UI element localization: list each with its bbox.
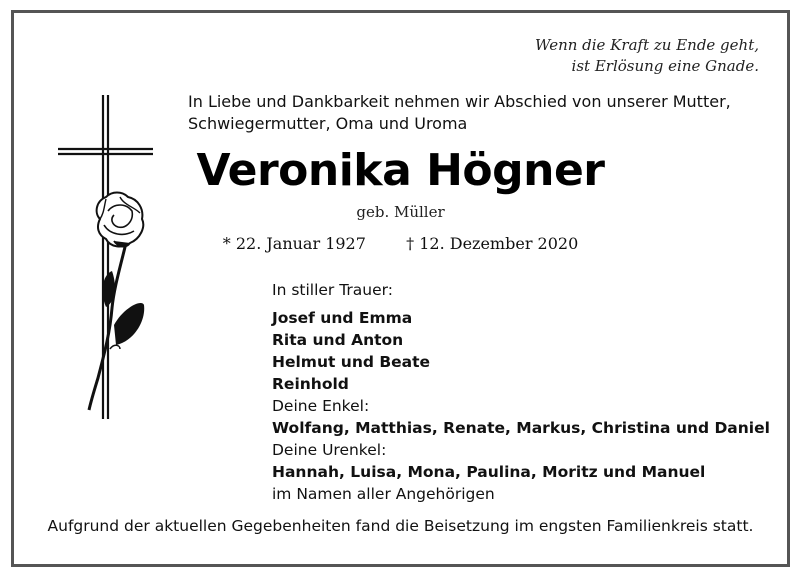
great-grandchildren-label: Deine Urenkel: xyxy=(272,441,387,459)
mourners-heading: In stiller Trauer: xyxy=(272,281,393,299)
deceased-name: Veronika Högner xyxy=(196,145,605,196)
quote-line-2: ist Erlösung eine Gnade. xyxy=(571,57,759,75)
death-symbol: † xyxy=(406,234,415,253)
quote-line-1: Wenn die Kraft zu Ende geht, xyxy=(535,36,759,54)
child-entry: Rita und Anton xyxy=(272,331,404,349)
intro-line-2: Schwiegermutter, Oma und Uroma xyxy=(188,114,468,133)
mourners-list xyxy=(272,279,770,505)
rose-icon xyxy=(89,193,144,411)
birth-date: 22. Januar 1927 xyxy=(235,234,366,253)
child-entry: Helmut und Beate xyxy=(272,353,431,371)
birth-symbol: * xyxy=(222,234,231,253)
obituary-frame xyxy=(11,10,790,567)
birth-name: geb. Müller xyxy=(356,203,445,221)
life-dates xyxy=(14,234,787,253)
grandchildren-names: Wolfang, Matthias, Renate, Markus, Christina und Daniel xyxy=(272,419,770,437)
child-entry: Reinhold xyxy=(272,375,349,393)
cross-icon xyxy=(58,95,153,419)
cross-with-rose xyxy=(54,93,174,433)
intro-line-1: In Liebe und Dankbarkeit nehmen wir Abschied von unserer Mutter, xyxy=(188,92,731,111)
footer-note: Aufgrund der aktuellen Gegebenheiten fand die Beisetzung im engsten Familienkreis statt. xyxy=(47,517,754,535)
death-date: 12. Dezember 2020 xyxy=(419,234,579,253)
child-entry: Josef und Emma xyxy=(272,309,413,327)
great-grandchildren-names: Hannah, Luisa, Mona, Paulina, Moritz und Manuel xyxy=(272,463,706,481)
mourners-closing: im Namen aller Angehörigen xyxy=(272,485,495,503)
quote xyxy=(535,35,759,77)
grandchildren-label: Deine Enkel: xyxy=(272,397,370,415)
intro-text xyxy=(188,91,731,135)
